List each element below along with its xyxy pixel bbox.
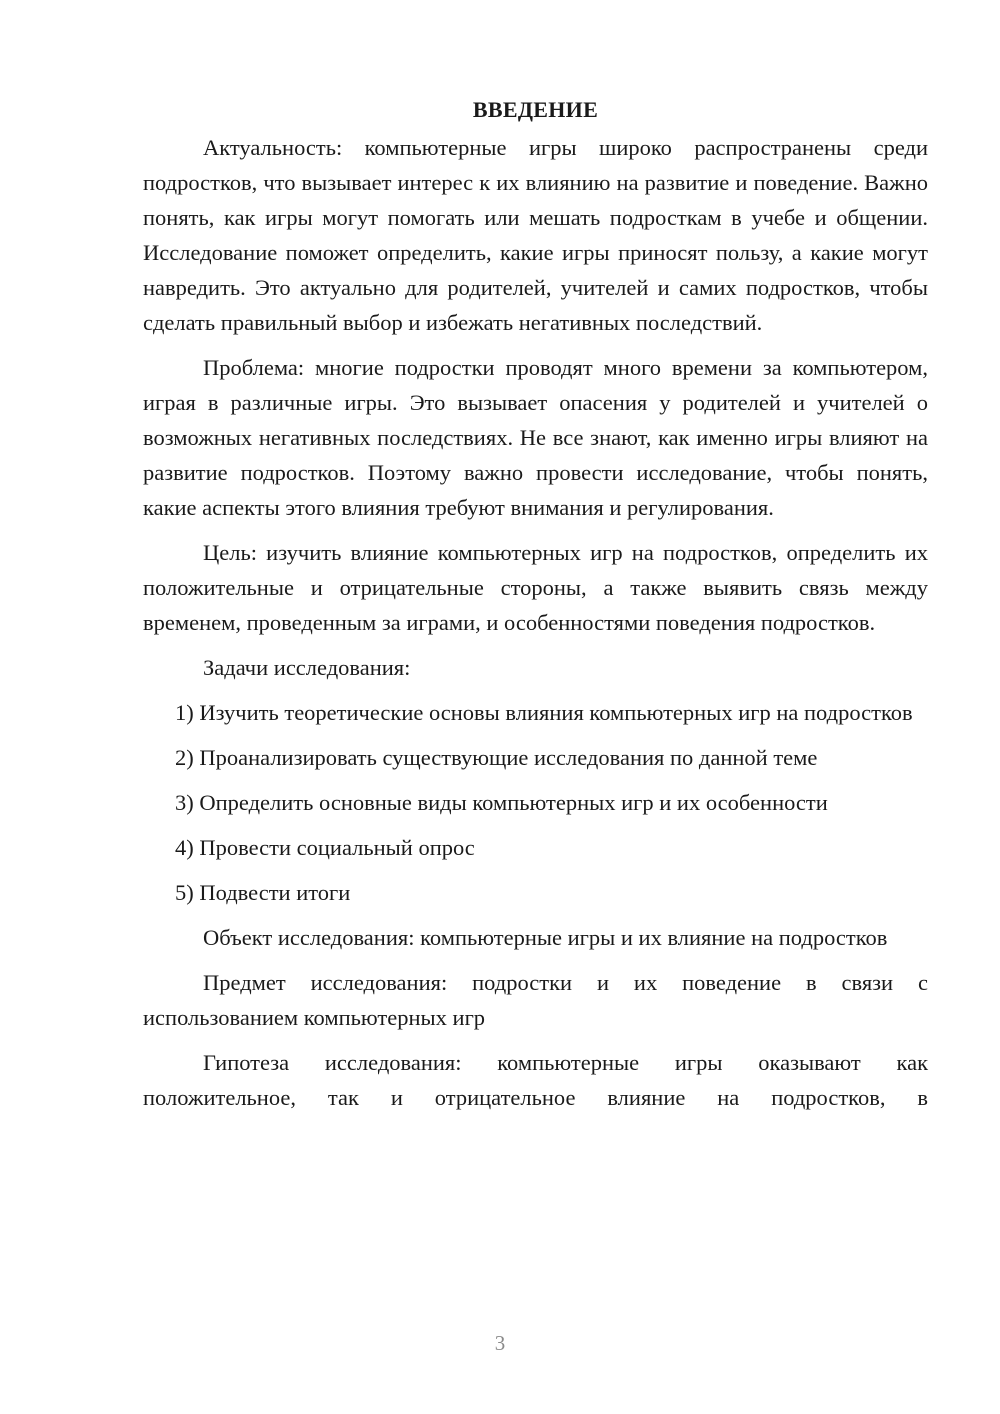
section-title: ВВЕДЕНИЕ — [472, 97, 599, 122]
goal-paragraph: Цель: изучить влияние компьютерных игр на подростков, определить их положительные и отрицательные стороны, а также выявить связь между временем, проведенным за играми, и особенностями поведения подростков. — [143, 540, 928, 635]
hypothesis-paragraph: Гипотеза исследования: компьютерные игры оказывают как положительное, так и отрицательное влияние на подростков, в — [143, 1050, 928, 1110]
task-item-5: 5) Подвести итоги — [175, 880, 351, 905]
subject-paragraph: Предмет исследования: подростки и их поведение в связи с использованием компьютерных игр — [143, 970, 928, 1030]
relevance-paragraph: Актуальность: компьютерные игры широко распространены среди подростков, что вызывает интерес к их влиянию на развитие и поведение. Важно понять, как игры могут помогать или мешать подросткам в учебе и общении. Исследование поможет определить, какие игры приносят пользу, а какие могут навредить. Это актуально для родителей, учителей и самих подростков, чтобы сделать правильный выбор и избежать негативных последствий. — [143, 135, 928, 335]
object-paragraph: Объект исследования: компьютерные игры и их влияние на подростков — [203, 925, 888, 950]
problem-paragraph: Проблема: многие подростки проводят много времени за компьютером, играя в различные игры. Это вызывает опасения у родителей и учителей о возможных негативных последствиях. Не все знают, как именно игры влияют на развитие подростков. Поэтому важно провести исследование, чтобы понять, какие аспекты этого влияния требуют внимания и регулирования. — [143, 355, 928, 520]
tasks-heading: Задачи исследования: — [203, 655, 411, 680]
task-item-3: 3) Определить основные виды компьютерных игр и их особенности — [175, 790, 828, 815]
task-item-1: 1) Изучить теоретические основы влияния компьютерных игр на подростков — [175, 700, 913, 725]
page-number: 3 — [494, 1331, 506, 1355]
task-item-2: 2) Проанализировать существующие исследования по данной теме — [175, 745, 818, 770]
page-content — [143, 92, 928, 1115]
task-item-4: 4) Провести социальный опрос — [175, 835, 475, 860]
